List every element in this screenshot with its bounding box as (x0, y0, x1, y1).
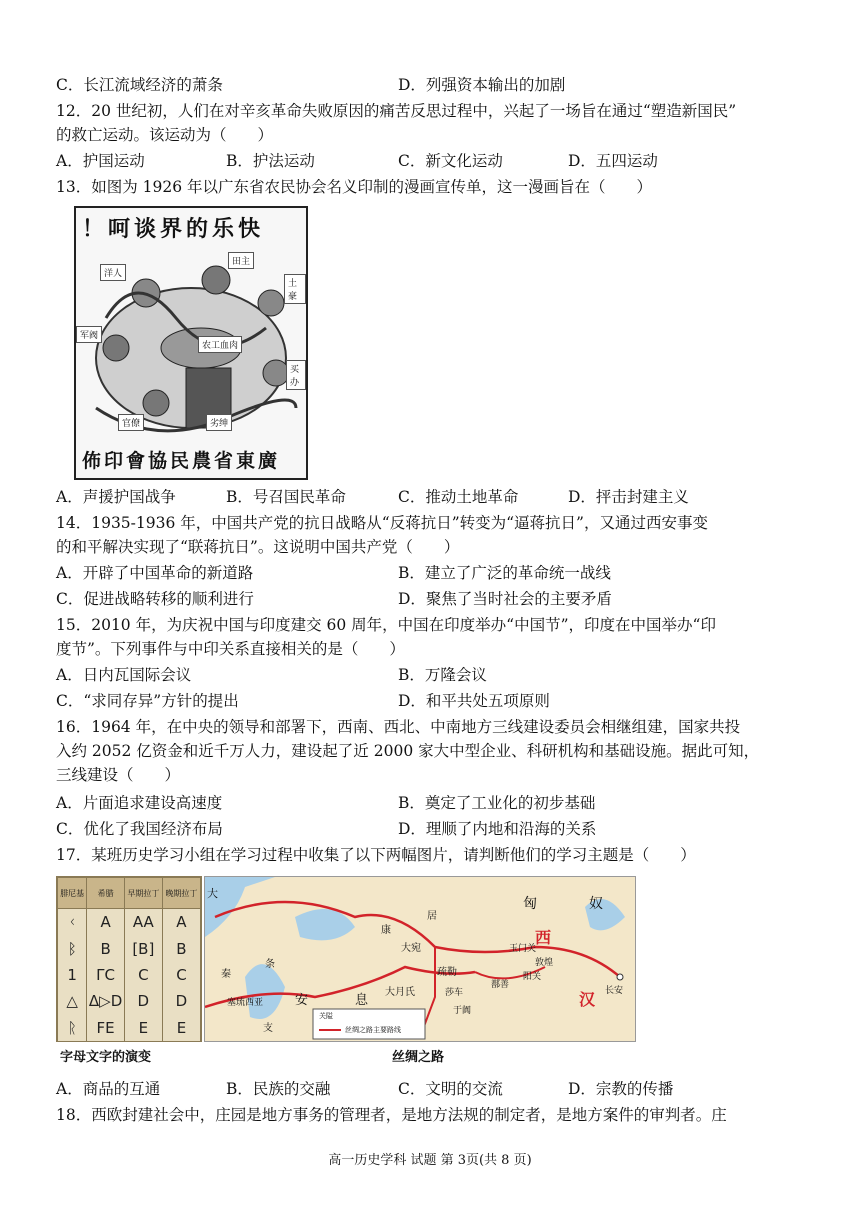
alpha-cell: △ (58, 988, 87, 1014)
q12-stem-line2: 的救亡运动。该运动为（ ） (56, 126, 274, 144)
cartoon-label-landlord: 田主 (228, 252, 254, 269)
alpha-cell: ᚲ (58, 909, 87, 936)
map-label: 大月氏 (385, 987, 415, 998)
alpha-cell: FE (87, 1015, 124, 1041)
cartoon-image (74, 206, 308, 480)
q13-option-d: D．抨击封建主义 (568, 488, 689, 506)
alpha-cell: ᚱ (58, 1015, 87, 1041)
alpha-cell: B (162, 936, 200, 962)
map-label: 西 (535, 928, 552, 947)
map-label: 奴 (589, 896, 603, 912)
map-label: 疏勒 (437, 967, 457, 978)
map-label: 玉门关 (509, 944, 537, 954)
map-label: 息 (355, 993, 369, 1008)
cartoon-label-bureaucrat: 官僚 (118, 414, 144, 431)
map-label: 大宛 (401, 943, 421, 954)
alpha-header-early-latin: 早期拉丁 (124, 878, 162, 909)
map-label: 阳关 (523, 972, 542, 982)
map-label: 于阗 (453, 1006, 472, 1016)
q14-stem-line2: 的和平解决实现了“联蒋抗日”。这说明中国共产党（ ） (56, 538, 460, 556)
alpha-header-late-latin: 晚期拉丁 (162, 878, 200, 909)
q17-option-a: A．商品的互通 (56, 1080, 161, 1098)
q12-option-a: A．护国运动 (56, 152, 145, 170)
q16-option-b: B．奠定了工业化的初步基础 (398, 794, 596, 812)
q12-option-c: C．新文化运动 (398, 152, 503, 170)
alpha-cell: ᛒ (58, 936, 87, 962)
map-label: 长安 (605, 986, 624, 996)
cartoon-label-gentry: 劣绅 (206, 414, 232, 431)
q12-option-d: D．五四运动 (568, 152, 658, 170)
q16-stem-line3: 三线建设（ ） (56, 766, 181, 784)
map-legend-pass: 关隘 (319, 1012, 333, 1020)
q17-option-b: B．民族的交融 (226, 1080, 331, 1098)
map-label: 安 (295, 993, 309, 1008)
q18-stem-line1: 18．西欧封建社会中，庄园是地方事务的管理者，是地方法规的制定者，是地方案件的审判者。庄 (56, 1106, 727, 1124)
alpha-cell: C (162, 962, 200, 988)
q14-option-a: A．开辟了中国革命的新道路 (56, 564, 254, 582)
q16-stem-line1: 16．1964 年，在中央的领导和部署下，西南、西北、中南地方三线建设委员会相继组建，国家共投 (56, 718, 741, 736)
alpha-cell: E (124, 1015, 162, 1041)
silk-road-caption: 丝绸之路 (392, 1050, 445, 1065)
alpha-cell: Δ▷D (87, 988, 124, 1014)
q12-stem-line1: 12．20 世纪初，人们在对辛亥革命失败原因的痛苦反思过程中，兴起了一场旨在通过“塑造新国民” (56, 102, 737, 120)
map-label: 秦 (221, 969, 231, 980)
q16-stem-line2: 入约 2052 亿资金和近千万人力，建设起了近 2000 家大中型企业、科研机构和基础设施。据此可知， (56, 742, 760, 760)
alpha-cell: 1 (58, 962, 87, 988)
alpha-cell: C (124, 962, 162, 988)
q15-option-a: A．日内瓦国际会议 (56, 666, 192, 684)
map-label: 塞琉西亚 (227, 998, 264, 1008)
alpha-cell: D (162, 988, 200, 1014)
q17-stem: 17．某班历史学习小组在学习过程中收集了以下两幅图片，请判断他们的学习主题是（ ） (56, 846, 696, 864)
cartoon-label-tuhao: 土豪 (284, 274, 306, 304)
cartoon-label-foreigner: 洋人 (100, 264, 126, 281)
q15-option-d: D．和平共处五项原则 (398, 692, 550, 710)
cartoon-drawing (76, 208, 306, 478)
q16-option-a: A．片面追求建设高速度 (56, 794, 223, 812)
cartoon-label-blood-flesh: 农工血肉 (198, 336, 242, 353)
alpha-cell: B (87, 936, 124, 962)
q11-option-c: C．长江流域经济的萧条 (56, 76, 223, 94)
alpha-cell: A (162, 909, 200, 936)
q13-stem: 13．如图为 1926 年以广东省农民协会名义印制的漫画宣传单，这一漫画旨在（ ） (56, 178, 653, 196)
map-label: 康 (381, 925, 391, 936)
q11-option-d: D．列强资本输出的加剧 (398, 76, 566, 94)
map-label: 敦煌 (535, 958, 554, 968)
cartoon-bottom-title: 佈印會協民農省東廣 (82, 450, 281, 472)
map-label: 匈 (523, 896, 537, 912)
q15-option-c: C．“求同存异”方针的提出 (56, 692, 239, 710)
silk-road-map-image (204, 876, 636, 1042)
q13-option-c: C．推动土地革命 (398, 488, 519, 506)
alpha-cell: AA (124, 909, 162, 936)
q15-stem-line1: 15．2010 年，为庆祝中国与印度建交 60 周年，中国在印度举办“中国节”，印度在中国举办“印 (56, 616, 716, 634)
q14-stem-line1: 14．1935-1936 年，中国共产党的抗日战略从“反蒋抗日”转变为“逼蒋抗日”，又通过西安事变 (56, 514, 708, 532)
map-label: 莎车 (445, 988, 464, 998)
page-footer: 高一历史学科 试题 第 3页(共 8 页) (328, 1153, 532, 1168)
alpha-cell: [B] (124, 936, 162, 962)
alpha-cell: ΓC (87, 962, 124, 988)
q14-option-c: C．促进战略转移的顺利进行 (56, 590, 254, 608)
q15-option-b: B．万隆会议 (398, 666, 487, 684)
q12-option-b: B．护法运动 (226, 152, 315, 170)
q14-option-b: B．建立了广泛的革命统一战线 (398, 564, 611, 582)
alpha-header-greek: 希腊 (87, 878, 124, 909)
map-label: 条 (265, 959, 275, 970)
q13-option-b: B．号召国民革命 (226, 488, 346, 506)
q17-option-d: D．宗教的传播 (568, 1080, 674, 1098)
map-legend-route: 丝绸之路主要路线 (345, 1026, 401, 1034)
cartoon-top-title: ！呵谈界的乐快 (82, 217, 265, 242)
map-label: 鄯善 (491, 980, 510, 990)
alphabet-evolution-image (56, 876, 202, 1042)
alpha-cell: A (87, 909, 124, 936)
map-label: 大 (207, 887, 218, 900)
q17-option-c: C．文明的交流 (398, 1080, 503, 1098)
q16-option-d: D．理顺了内地和沿海的关系 (398, 820, 597, 838)
q16-option-c: C．优化了我国经济布局 (56, 820, 223, 838)
alpha-cell: D (124, 988, 162, 1014)
alpha-header-phoenician: 腓尼基 (58, 878, 87, 909)
alphabet-caption: 字母文字的演变 (60, 1050, 152, 1065)
map-label: 汉 (579, 990, 596, 1009)
q14-option-d: D．聚焦了当时社会的主要矛盾 (398, 590, 612, 608)
map-label: 居 (427, 911, 437, 922)
map-label: 支 (263, 1023, 273, 1034)
q13-option-a: A．声援护国战争 (56, 488, 176, 506)
alpha-cell: E (162, 1015, 200, 1041)
cartoon-label-comprador: 买办 (286, 360, 306, 390)
q15-stem-line2: 度节”。下列事件与中印关系直接相关的是（ ） (56, 640, 405, 658)
cartoon-label-warlord: 军阀 (76, 326, 102, 343)
